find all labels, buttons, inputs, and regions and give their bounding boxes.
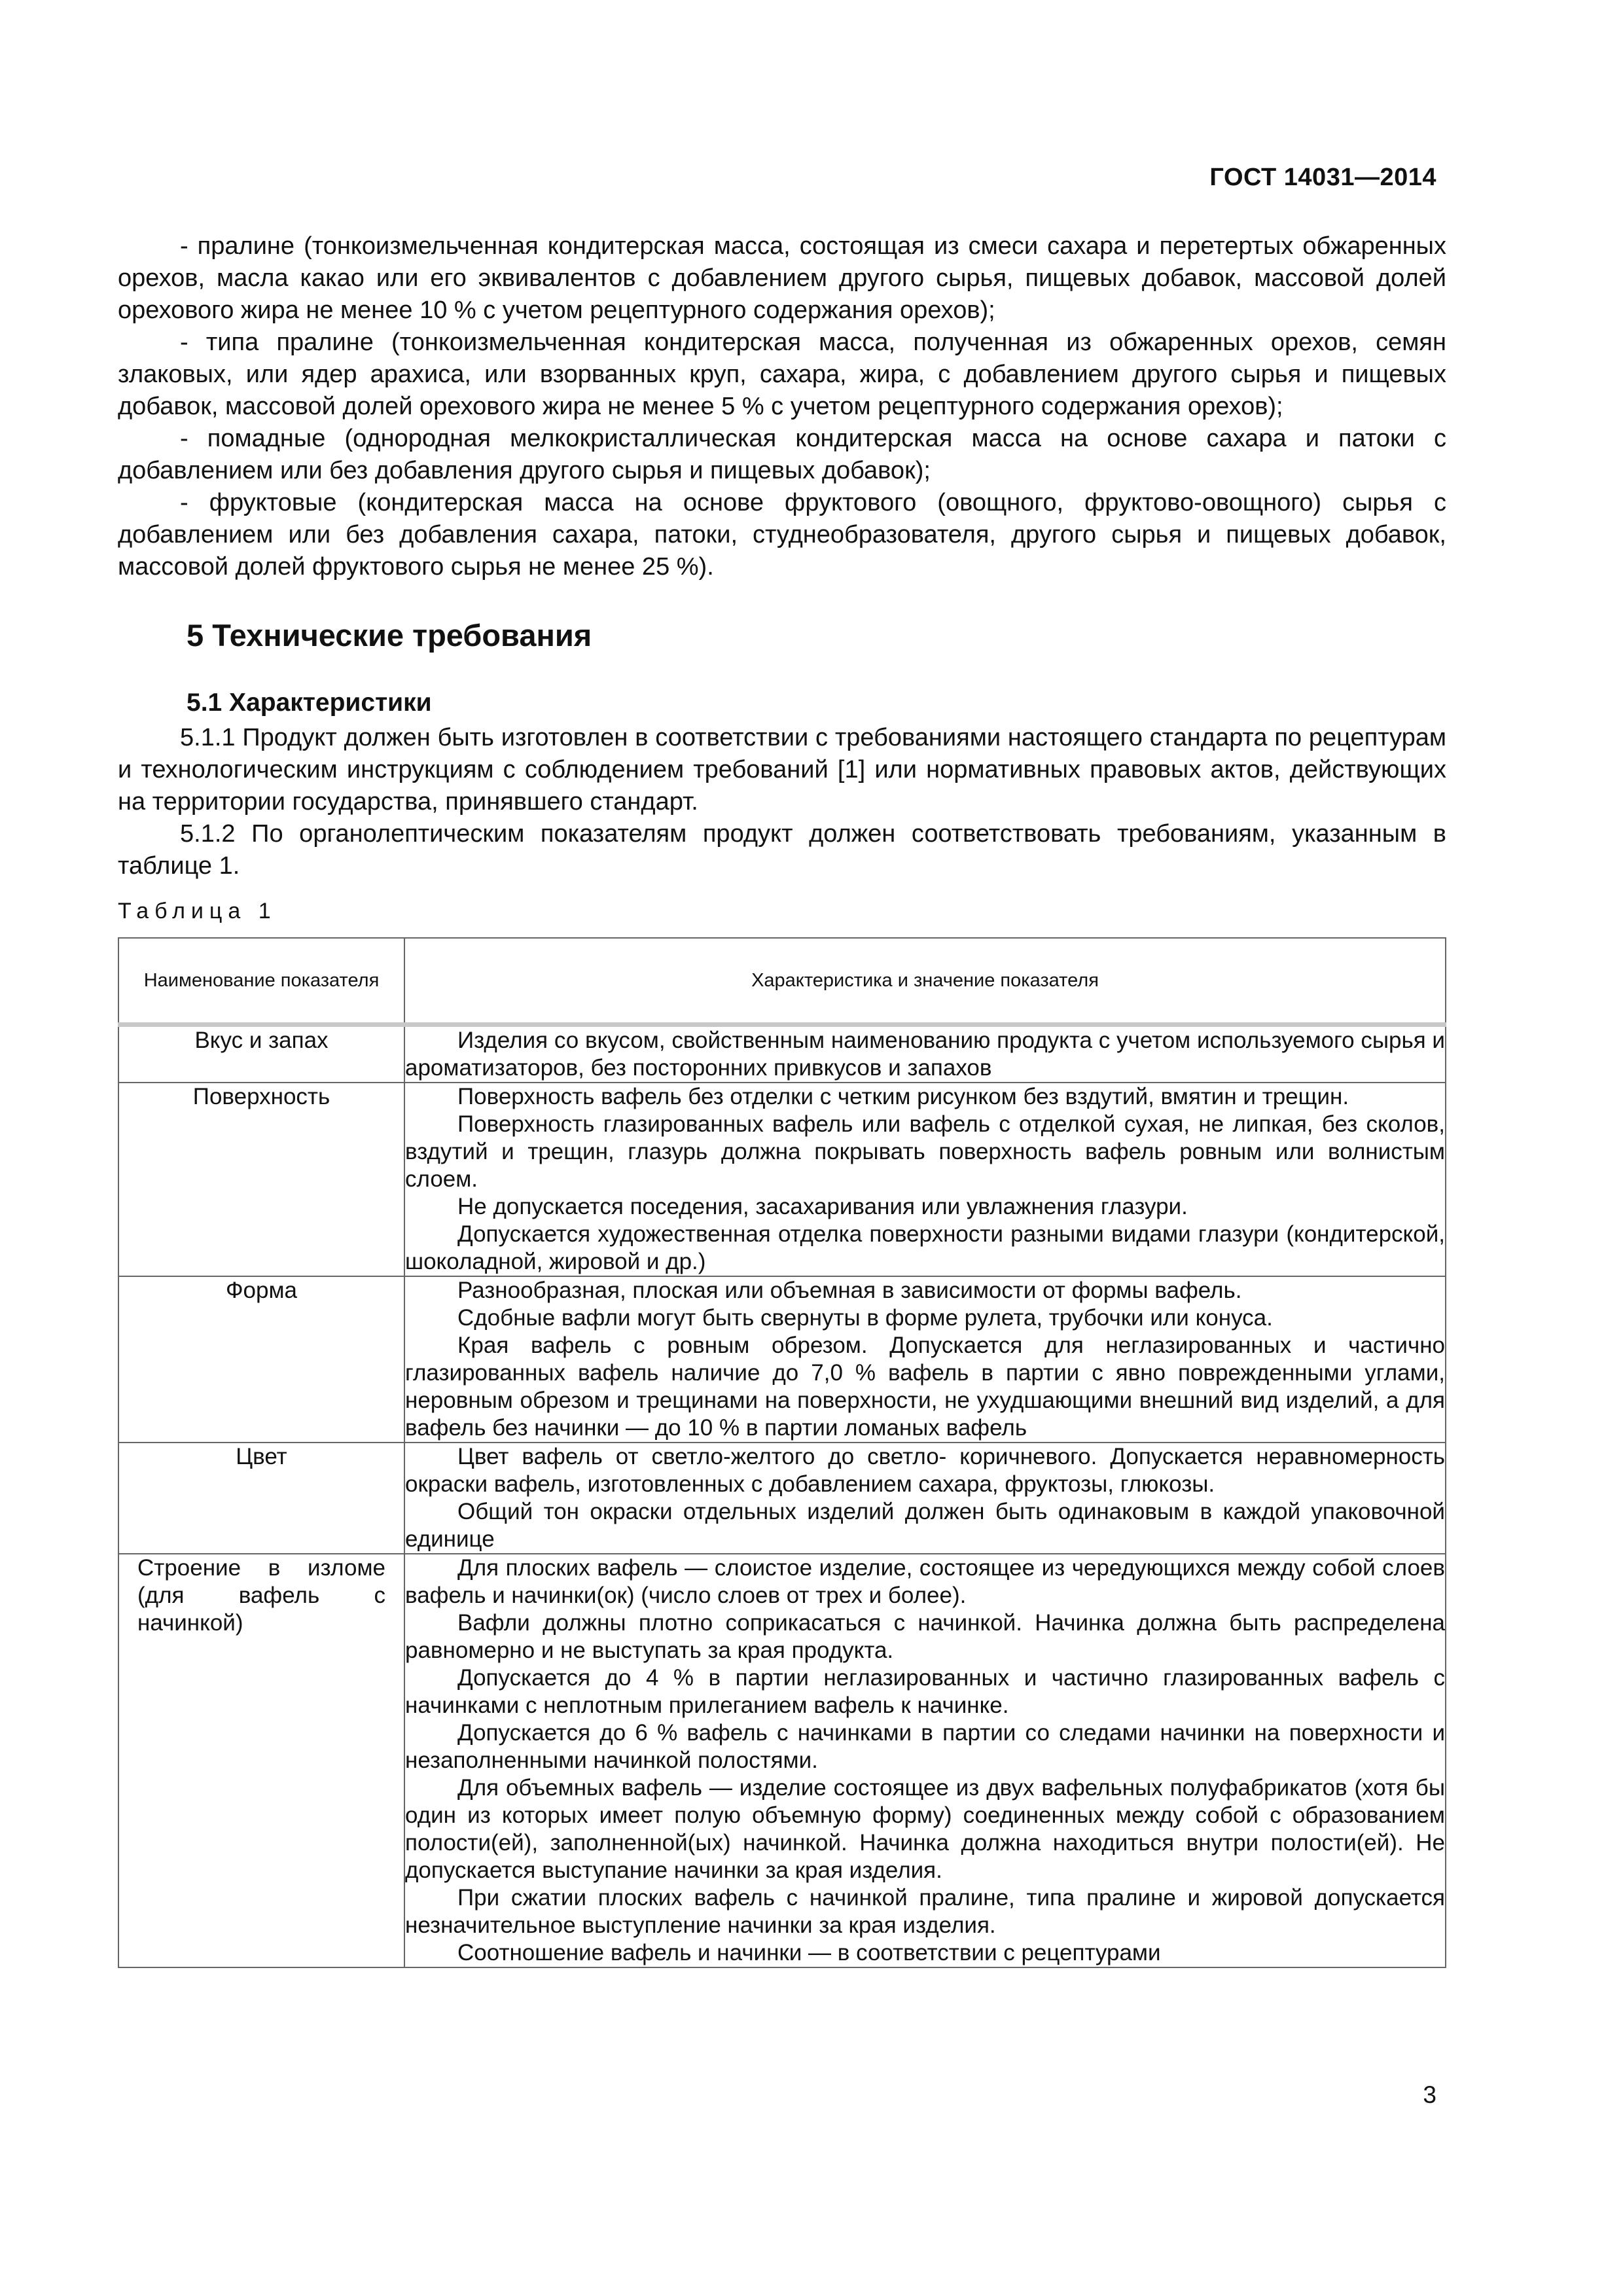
table-row (118, 1025, 1446, 1083)
table-row (118, 1443, 1446, 1554)
page-content (118, 230, 1446, 1968)
table-header-row (118, 938, 1446, 1025)
desc-line: Цвет вафель от светло-желтого до светло- коричневого. Допускается неравномерность окраски вафель, изготовленных с добавлением сахара, фруктозы, глюкозы. (405, 1444, 1445, 1497)
desc-line: Соотношение вафель и начинки — в соответствии с рецептурами (457, 1940, 1161, 1965)
intro-paragraph-3: - помадные (однородная мелкокристаллическая кондитерская масса на основе сахара и патоки с добавлением или без добавления другого сырья и пищевых добавок); (118, 425, 1446, 484)
organoleptic-table (118, 937, 1446, 1968)
desc-line: Для плоских вафель — слоистое изделие, состоящее из чередующихся между собой слоев вафель и начинки(ок) (число слоев от трех и более). (405, 1555, 1445, 1608)
row-desc (404, 1025, 1446, 1083)
desc-line: Поверхность вафель без отделки с четким рисунком без вздутий, вмятин и трещин. (457, 1084, 1349, 1109)
intro-paragraph-4: - фруктовые (кондитерская масса на основе фруктового (овощного, фруктово-овощного) сырья с добавлением или без добавления сахара, патоки, студнеобразователя, другого сырья и пищевых добавок, массовой долей фруктового сырья не менее 25 %). (118, 489, 1446, 581)
desc-line: Для объемных вафель — изделие состоящее из двух вафельных полуфабрикатов (хотя бы один из которых имеет полую объемную форму) соединенных между собой с образованием полости(ей), заполненной(ых) начинкой. Начинка должна находиться внутри полости(ей). Не допускается выступание начинки за края изделия. (405, 1775, 1445, 1883)
row-name: Поверхность (118, 1083, 404, 1276)
row-name: Цвет (118, 1443, 404, 1554)
desc-line: Разнообразная, плоская или объемная в зависимости от формы вафель. (457, 1278, 1242, 1303)
subsection-title: 5.1 Характеристики (187, 689, 432, 717)
desc-line: Допускается до 6 % вафель с начинками в партии со следами начинки на поверхности и незаполненными начинкой полостями. (405, 1720, 1445, 1773)
desc-line: Не допускается поседения, засахаривания или увлажнения глазури. (457, 1194, 1188, 1219)
row-desc (404, 1276, 1446, 1443)
table-row (118, 1083, 1446, 1276)
page-number: 3 (1423, 2081, 1436, 2108)
section-title: 5 Технические требования (187, 618, 592, 653)
row-desc (404, 1083, 1446, 1276)
desc-line: Поверхность глазированных вафель или вафель с отделкой сухая, не липкая, без сколов, вздутий и трещин, глазурь должна покрывать поверхность вафель ровным или волнистым слоем. (405, 1111, 1445, 1192)
row-name: Форма (118, 1276, 404, 1443)
table-caption: Таблица 1 (118, 899, 277, 924)
doc-code: ГОСТ 14031—2014 (1209, 164, 1436, 191)
table-row (118, 1276, 1446, 1443)
desc-line: Изделия со вкусом, свойственным наименованию продукта с учетом используемого сырья и ароматизаторов, без посторонних привкусов и запахов (405, 1028, 1445, 1081)
intro-paragraph-2: - типа пралине (тонкоизмельченная кондитерская масса, полученная из обжаренных орехов, семян злаковых, или ядер арахиса, или взорванных круп, сахара, жира, с добавлением другого сырья и пищевых добавок, массовой долей орехового жира не менее 5 % с учетом рецептурного содержания орехов); (118, 329, 1446, 420)
desc-line: Вафли должны плотно соприкасаться с начинкой. Начинка должна быть распределена равномерно и не выступать за края продукта. (405, 1610, 1445, 1663)
desc-line: Допускается до 4 % в партии неглазированных и частично глазированных вафель с начинками с неплотным прилеганием вафель к начинке. (405, 1665, 1445, 1718)
row-name: Вкус и запах (118, 1025, 404, 1083)
table-row (118, 1554, 1446, 1967)
desc-line: При сжатии плоских вафель с начинкой пралине, типа пралине и жировой допускается незначительное выступление начинки за края изделия. (405, 1885, 1445, 1938)
desc-line: Сдобные вафли могут быть свернуты в форме рулета, трубочки или конуса. (457, 1305, 1273, 1331)
clause-5-1-2: 5.1.2 По органолептическим показателям продукт должен соответствовать требованиям, указанным в таблице 1. (118, 820, 1446, 880)
row-desc (404, 1443, 1446, 1554)
row-name: Строение в изломе (для вафель с начинкой) (118, 1554, 404, 1967)
row-desc (404, 1554, 1446, 1967)
table-header-desc: Характеристика и значение показателя (404, 938, 1446, 1025)
desc-line: Допускается художественная отделка поверхности разными видами глазури (кондитерской, шоколадной, жировой и др.) (405, 1221, 1445, 1274)
desc-line: Общий тон окраски отдельных изделий должен быть одинаковым в каждой упаковочной единице (405, 1499, 1445, 1552)
clause-5-1-1: 5.1.1 Продукт должен быть изготовлен в соответствии с требованиями настоящего стандарта по рецептурам и технологическим инструкциям с соблюдением требований [1] или нормативных правовых актов, действующих на территории государства, принявшего стандарт. (118, 724, 1446, 816)
table-header-name: Наименование показателя (118, 938, 404, 1025)
desc-line: Края вафель с ровным обрезом. Допускается для неглазированных и частично глазированных вафель наличие до 7,0 % вафель в партии с явно поврежденными углами, неровным обрезом и трещинами на поверхности, не ухудшающими внешний вид изделий, а для вафель без начинки — до 10 % в партии ломаных вафель (405, 1333, 1445, 1441)
intro-paragraph-1: - пралине (тонкоизмельченная кондитерская масса, состоящая из смеси сахара и перетертых обжаренных орехов, масла какао или его эквивалентов с добавлением другого сырья, пищевых добавок, массовой долей орехового жира не менее 10 % с учетом рецептурного содержания орехов); (118, 232, 1446, 324)
